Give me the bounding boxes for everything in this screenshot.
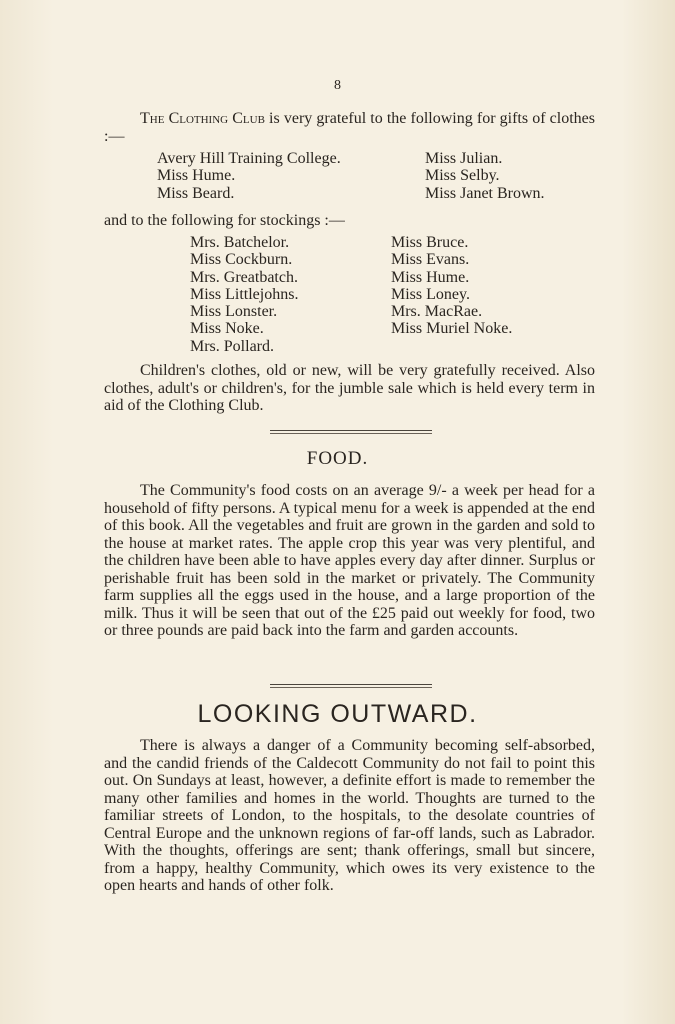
list-item: Miss Hume. — [157, 167, 236, 185]
clothing-appeal-text: Children's clothes, old or new, will be very gratefully received. Also clothes, adult's or children's, for the jumble sale which is held every term in aid of the Clothing Club. — [104, 362, 595, 414]
list-item: Miss Noke. — [190, 320, 264, 338]
food-paragraph: The Community's food costs on an average 9/- a week per head for a household of fifty persons. A typical menu for a week is appended at the end of this book. All the vegetables and fruit are grown in the garden and sold to the house at market rates. The apple crop this year was very plentiful, and the children have been able to have apples every day after dinner. Surplus or perishable fruit has been sold in the market or privately. The Community farm supplies all the eggs used in the house, and a large proportion of the milk. Thus it will be seen that out of the £25 paid out weekly for food, two or three pounds are paid back into the farm and garden accounts. — [104, 482, 595, 639]
gifts-list-left — [157, 150, 341, 202]
stockings-list-left — [190, 234, 298, 355]
list-item: Miss Cockburn. — [190, 251, 293, 269]
food-heading: FOOD. — [306, 448, 369, 469]
list-item: Miss Littlejohns. — [190, 285, 299, 303]
list-item: Miss Hume. — [391, 268, 470, 286]
stockings-intro — [104, 212, 595, 230]
food-section — [104, 482, 595, 640]
looking-outward-heading: LOOKING OUTWARD. — [197, 700, 478, 728]
list-item: Avery Hill Training College. — [157, 150, 341, 167]
section-divider — [0, 430, 675, 436]
list-item: Mrs. Batchelor. — [190, 234, 290, 251]
list-item: Miss Janet Brown. — [425, 184, 545, 202]
list-item: Miss Loney. — [391, 285, 470, 303]
outward-section — [104, 737, 595, 895]
clothing-club-title: The Clothing Club — [140, 110, 265, 127]
list-item: Miss Julian. — [425, 150, 503, 167]
page-number: 8 — [334, 78, 341, 93]
list-item: Miss Selby. — [425, 167, 500, 185]
stockings-list-right — [391, 234, 512, 338]
list-item: Mrs. Pollard. — [190, 337, 274, 355]
outward-paragraph: There is always a danger of a Community becoming self-absorbed, and the candid friends of the Caldecott Community do not fail to point this out. On Sundays at least, however, a definite effort is made to remember the many other families and homes in the world. Thoughts are turned to the familiar streets of London, to the hospitals, to the desolate countries of Central Europe and the unknown regions of far-off lands, such as Labrador. With the thoughts, offerings are sent; thank offerings, small but sincere, from a happy, healthy Community, which owes its very existence to the open hearts and hands of other folk. — [104, 737, 595, 894]
clothing-appeal — [104, 362, 595, 415]
section-divider — [0, 684, 675, 690]
list-item: Mrs. Greatbatch. — [190, 268, 298, 286]
list-item: Miss Beard. — [157, 184, 235, 202]
list-item: Miss Muriel Noke. — [391, 320, 513, 338]
list-item: Mrs. MacRae. — [391, 303, 483, 321]
list-item: Miss Bruce. — [391, 234, 469, 251]
clothing-intro-text: is very grateful to the following for gifts of clothes :— — [104, 110, 595, 145]
list-item: Miss Evans. — [391, 251, 470, 269]
stockings-intro-text: and to the following for stockings :— — [104, 212, 345, 229]
gifts-list-right — [425, 150, 545, 202]
list-item: Miss Lonster. — [190, 303, 278, 321]
